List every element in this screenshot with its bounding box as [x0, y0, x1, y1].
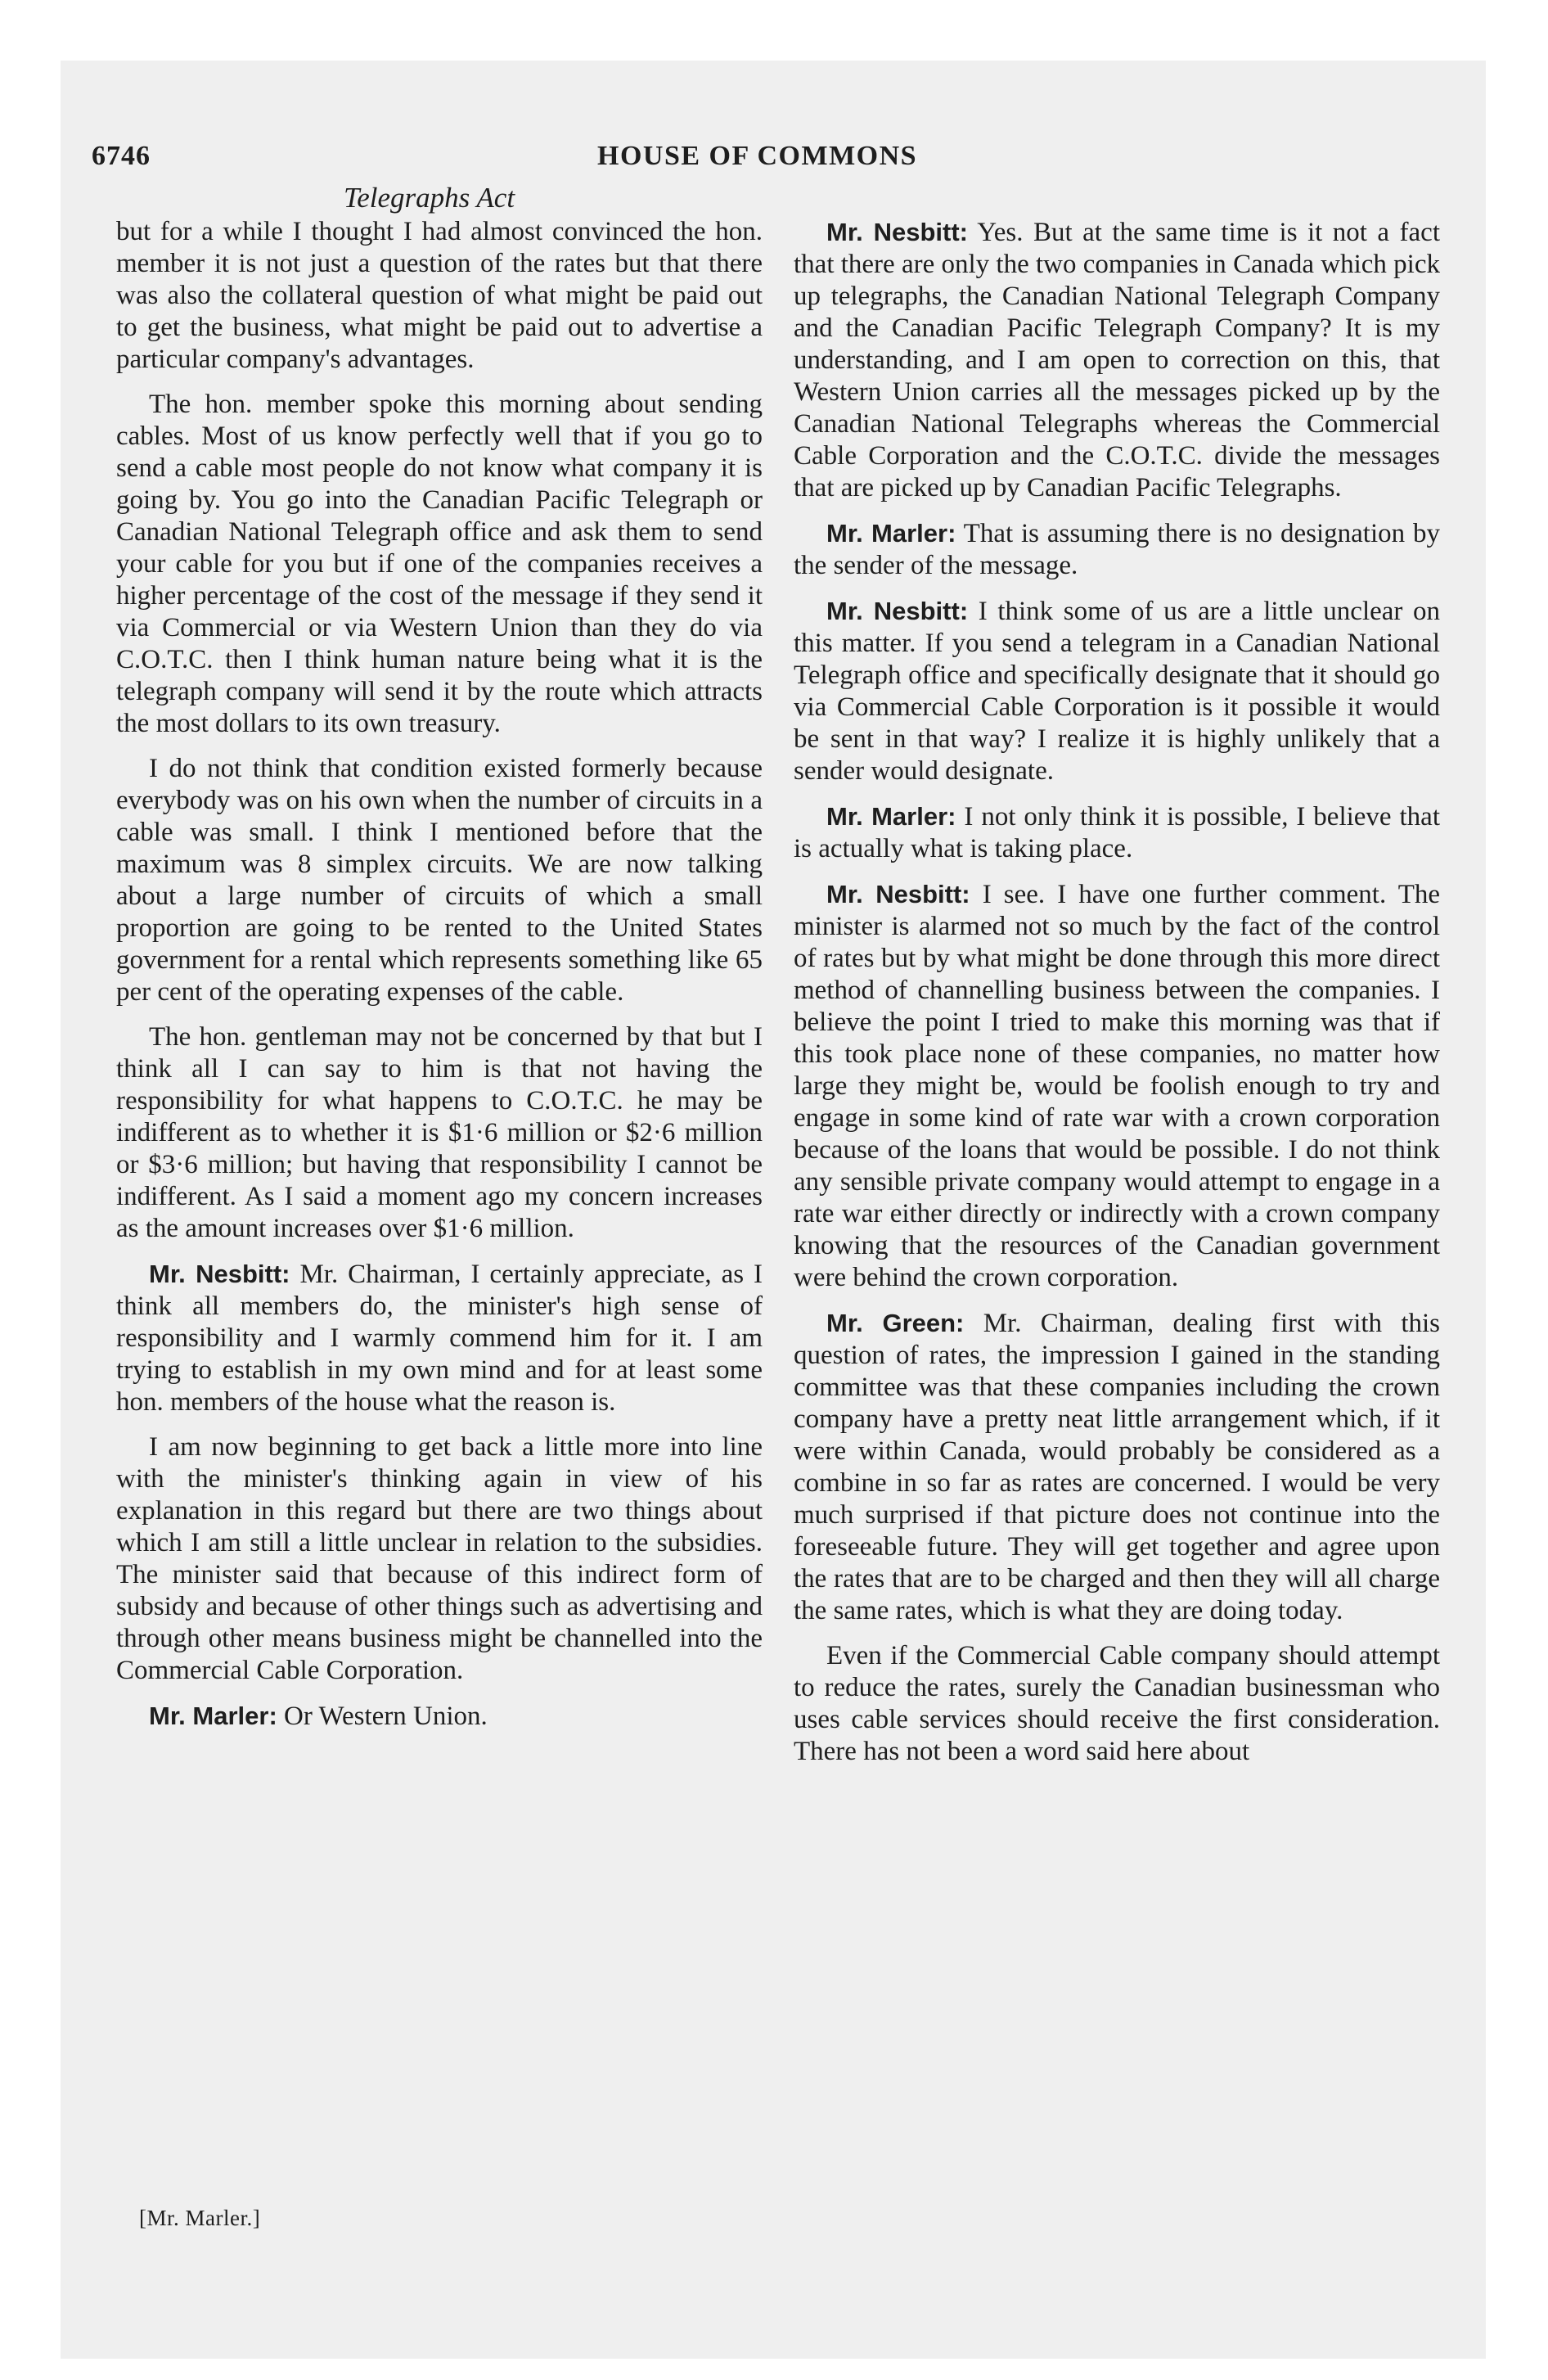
speaker-name: Mr. Green:: [826, 1309, 965, 1337]
speech-paragraph: [794, 517, 1440, 582]
speech-text: That is assuming there is no designation by the sender of the message.: [794, 519, 1440, 580]
speaker-name: Mr. Nesbitt:: [826, 880, 970, 908]
paragraph: The hon. member spoke this morning about sending cables. Most of us know perfectly well that if you go to send a cable most people do not know what company it is going by. You go into the Canadian Pacific Telegraph or Canadian National Telegraph office and ask them to send your cable for you but if one of the companies receives a higher percentage of the cost of the message if they send it via Commercial or via Western Union than they do via C.O.T.C. then I think human nature being what it is the telegraph company will send it by the route which attracts the most dollars to its own treasury.: [116, 390, 763, 738]
speech-paragraph: [794, 595, 1440, 787]
speaker-name: Mr. Marler:: [149, 1702, 277, 1730]
speaker-name: Mr. Nesbitt:: [826, 597, 969, 625]
paragraph: I do not think that condition existed formerly because everybody was on his own when the number of circuits in a cable was small. I think I mentioned before that the maximum was 8 simplex circuits. We are now talking about a large number of circuits of which a small proportion are going to be rented to the United States government for a rental which represents something like 65 per cent of the operating expenses of the cable.: [116, 754, 763, 1007]
speech-text: Mr. Chairman, I certainly appreciate, as I think all members do, the minister's high sense of responsibility and I warmly commend him for it. I am trying to establish in my own mind and for at least some hon. members of the house what the reason is.: [116, 1260, 763, 1417]
speech-text: Or Western Union.: [284, 1702, 488, 1731]
speech-text: I not only think it is possible, I believe that is actually what is taking place.: [794, 802, 1440, 863]
running-head: HOUSE OF COMMONS: [597, 141, 918, 171]
page-number: 6746: [92, 141, 151, 171]
footer-speaker-note: [Mr. Marler.]: [139, 2206, 261, 2230]
speech-paragraph: [116, 1700, 763, 1733]
speaker-name: Mr. Marler:: [826, 802, 956, 831]
left-column: [116, 216, 763, 1746]
speech-text: I see. I have one further comment. The minister is alarmed not so much by the fact of the control of rates but by what might be done through this more direct method of channelling business between the companies. I believe the point I tried to make this morning was that if this took place none of these companies, no matter how large they might be, would be foolish enough to try and engage in some kind of rate war with a crown corporation because of the loans that would be possible. I do not think any sensible private company would attempt to engage in a rate war either directly or indirectly with a crown company knowing that the resources of the Canadian government were behind the crown corporation.: [794, 880, 1440, 1292]
speech-text: Yes. But at the same time is it not a fact that there are only the two companies in Canada which pick up telegraphs, the Canadian National Telegraph Company and the Canadian Pacific Telegraph Company? It is my understanding, and I am open to correction on this, that Western Union carries all the messages picked up by the Canadian National Telegraphs whereas the Commercial Cable Corporation and the C.O.T.C. divide the messages that are picked up by Canadian Pacific Telegraphs.: [794, 218, 1440, 503]
speaker-name: Mr. Nesbitt:: [149, 1260, 290, 1288]
speech-paragraph: [794, 216, 1440, 504]
section-title: Telegraphs Act: [344, 182, 515, 214]
speech-paragraph: [794, 878, 1440, 1294]
speech-text: I think some of us are a little unclear on this matter. If you send a telegram in a Canadian National Telegraph office and specifically designate that it should go via Commercial Cable Corporation is it possible it would be sent in that way? I realize it is highly unlikely that a sender would designate.: [794, 597, 1440, 786]
speech-paragraph: [794, 800, 1440, 865]
paragraph: The hon. gentleman may not be concerned by that but I think all I can say to him is that not having the responsibility for what happens to C.O.T.C. he may be indifferent as to whether it is $1·6 million or $2·6 million or $3·6 million; but having that responsibility I cannot be indifferent. As I said a moment ago my concern increases as the amount increases over $1·6 million.: [116, 1022, 763, 1243]
speech-text: Mr. Chairman, dealing first with this question of rates, the impression I gained in the standing committee was that these companies including the crown company have a pretty neat little arrangement which, if it were within Canada, would probably be considered as a combine in so far as rates are concerned. I would be very much surprised if that picture does not continue into the foreseeable future. They will get together and agree upon the rates that are to be charged and then they will all charge the same rates, which is what they are doing today.: [794, 1309, 1441, 1625]
speech-paragraph: [116, 1258, 763, 1418]
speech-paragraph: [794, 1307, 1440, 1627]
paragraph: I am now beginning to get back a little more into line with the minister's thinking again in view of his explanation in this regard but there are two things about which I am still a little unclear in relation to the subsidies. The minister said that because of this indirect form of subsidy and because of other things such as advertising and through other means business might be channelled into the Commercial Cable Corporation.: [116, 1432, 763, 1685]
paragraph: Even if the Commercial Cable company should attempt to reduce the rates, surely the Canadian businessman who uses cable services should receive the first consideration. There has not been a word said here about: [794, 1641, 1440, 1766]
speaker-name: Mr. Marler:: [826, 519, 956, 548]
speaker-name: Mr. Nesbitt:: [826, 218, 968, 246]
paragraph: but for a while I thought I had almost convinced the hon. member it is not just a question of the rates but that there was also the collateral question of what might be paid out to get the business, what might be paid out to advertise a particular company's advantages.: [116, 217, 763, 374]
right-column: [794, 216, 1440, 1781]
